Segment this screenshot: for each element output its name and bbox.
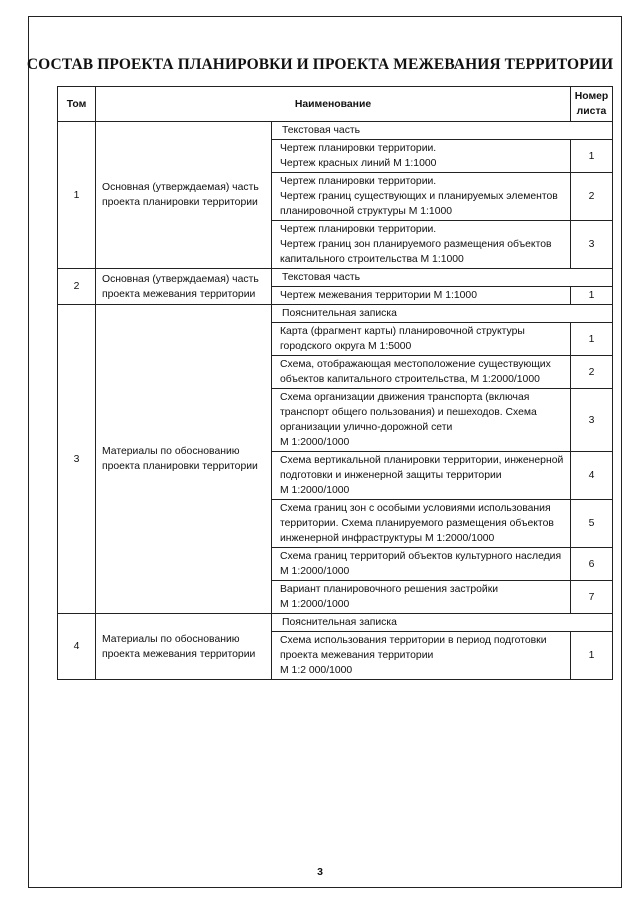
section-header: Пояснительная записка <box>272 614 613 632</box>
volume-name: Материалы по обоснованию проекта межевания территории <box>96 614 272 680</box>
item-title: Схема границ зон с особыми условиями использования территории. Схема планируемого размещения объектов инженерной инфраструктуры М 1:2000/1000 <box>272 500 571 548</box>
volume-name: Основная (утверждаемая) часть проекта планировки территории <box>96 122 272 269</box>
item-sheet-number: 1 <box>571 287 613 305</box>
item-title: Карта (фрагмент карты) планировочной структуры городского округа М 1:5000 <box>272 323 571 356</box>
volume-number: 4 <box>58 614 96 680</box>
volume-number: 3 <box>58 305 96 614</box>
item-title: Чертеж планировки территории. Чертеж границ зон планируемого размещения объектов капитального строительства М 1:1000 <box>272 221 571 269</box>
volume-number: 2 <box>58 269 96 305</box>
volume-section-row <box>58 122 613 140</box>
section-header: Текстовая часть <box>272 269 613 287</box>
section-header: Текстовая часть <box>272 122 613 140</box>
item-title: Схема организации движения транспорта (включая транспорт общего пользования) и пешеходов. Схема организации улично-дорожной сети М 1:2000/1000 <box>272 389 571 452</box>
item-sheet-number: 2 <box>571 356 613 389</box>
item-sheet-number: 7 <box>571 581 613 614</box>
item-title: Чертеж планировки территории. Чертеж границ существующих и планируемых элементов планировочной структуры М 1:1000 <box>272 173 571 221</box>
header-sheet-number: Номер листа <box>571 87 613 122</box>
volume-section-row <box>58 614 613 632</box>
item-sheet-number: 1 <box>571 323 613 356</box>
item-title: Чертеж межевания территории М 1:1000 <box>272 287 571 305</box>
header-volume: Том <box>58 87 96 122</box>
item-title: Вариант планировочного решения застройки М 1:2000/1000 <box>272 581 571 614</box>
volume-section-row <box>58 269 613 287</box>
item-title: Схема, отображающая местоположение существующих объектов капитального строительства, М 1:2000/1000 <box>272 356 571 389</box>
item-title: Схема границ территорий объектов культурного наследия М 1:2000/1000 <box>272 548 571 581</box>
volume-name: Материалы по обоснованию проекта планировки территории <box>96 305 272 614</box>
volume-number: 1 <box>58 122 96 269</box>
item-sheet-number: 5 <box>571 500 613 548</box>
item-sheet-number: 6 <box>571 548 613 581</box>
page-title: СОСТАВ ПРОЕКТА ПЛАНИРОВКИ И ПРОЕКТА МЕЖЕВАНИЯ ТЕРРИТОРИИ <box>26 56 614 73</box>
page-number: 3 <box>317 866 323 878</box>
item-sheet-number: 1 <box>571 140 613 173</box>
table-header-row <box>58 87 613 122</box>
item-sheet-number: 4 <box>571 452 613 500</box>
item-sheet-number: 1 <box>571 632 613 680</box>
item-sheet-number: 3 <box>571 221 613 269</box>
volume-section-row <box>58 305 613 323</box>
item-title: Чертеж планировки территории. Чертеж красных линий М 1:1000 <box>272 140 571 173</box>
volume-name: Основная (утверждаемая) часть проекта межевания территории <box>96 269 272 305</box>
item-title: Схема использования территории в период подготовки проекта межевания территории М 1:2 000/1000 <box>272 632 571 680</box>
item-sheet-number: 2 <box>571 173 613 221</box>
section-header: Пояснительная записка <box>272 305 613 323</box>
item-sheet-number: 3 <box>571 389 613 452</box>
composition-table <box>57 86 613 680</box>
header-name: Наименование <box>96 87 571 122</box>
item-title: Схема вертикальной планировки территории, инженерной подготовки и инженерной защиты территории М 1:2000/1000 <box>272 452 571 500</box>
table-body <box>58 122 613 680</box>
